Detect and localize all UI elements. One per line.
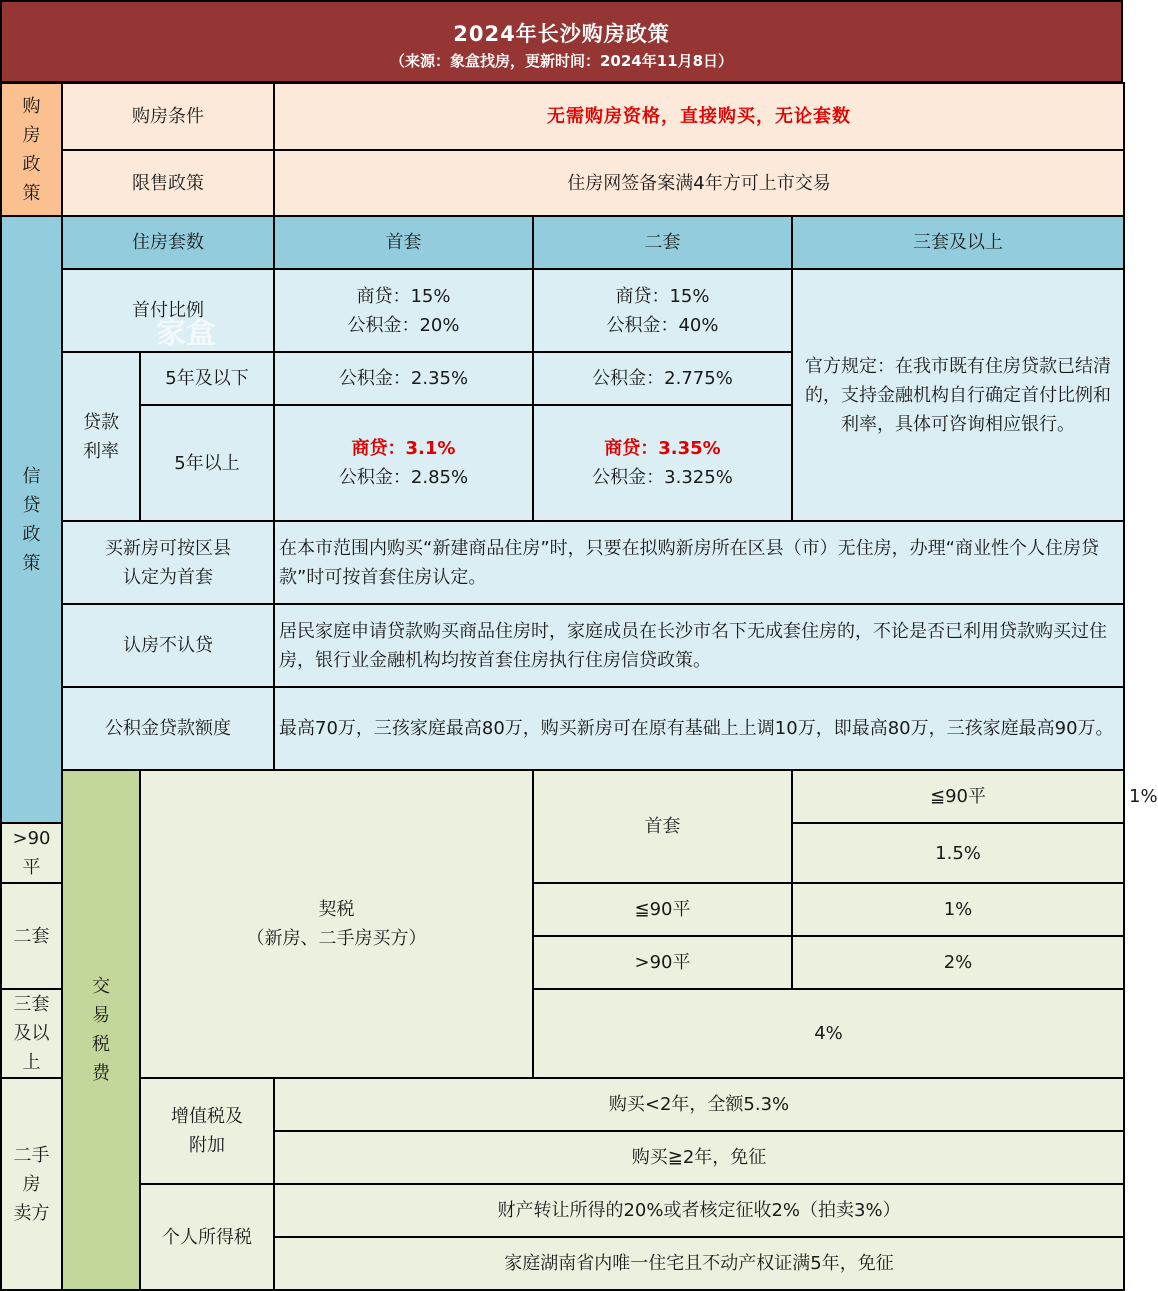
- deed-tax-label: 契税 （新房、二手房买方）: [140, 770, 533, 1078]
- new-house-label: 买新房可按区县 认定为首套: [62, 521, 274, 604]
- income-tax-row-2: 家庭湖南省内唯一住宅且不动产权证满5年，免征: [274, 1237, 1124, 1290]
- rate-short-label: 5年及以下: [140, 352, 274, 405]
- watermark-logo: 家盒: [156, 316, 216, 351]
- down-payment-first: 商贷：15% 公积金：20%: [274, 269, 533, 352]
- fund-limit-label: 公积金贷款额度: [62, 687, 274, 770]
- section-label-credit: 信 贷 政 策: [1, 216, 62, 823]
- condition-value: 无需购房资格，直接购买，无论套数: [274, 83, 1124, 150]
- vat-label: 增值税及 附加: [140, 1078, 274, 1184]
- deed-first-area-1: ≦90平: [792, 770, 1124, 823]
- rate-long-first: 商贷：3.1% 公积金：2.85%: [274, 405, 533, 521]
- restriction-label: 限售政策: [62, 150, 274, 216]
- rate-long-label: 5年以上: [140, 405, 274, 521]
- deed-second-rate-1: 1%: [792, 883, 1124, 936]
- restriction-value: 住房网签备案满4年方可上市交易: [274, 150, 1124, 216]
- recognize-value: 居民家庭申请贷款购买商品住房时，家庭成员在长沙市名下无成套住房的，不论是否已利用贷款购买过住房，银行业金融机构均按首套住房执行住房信贷政策。: [274, 604, 1124, 687]
- col-header-count: 住房套数: [62, 216, 274, 269]
- page-subtitle: （来源：象盒找房，更新时间：2024年11月8日）: [389, 52, 734, 70]
- col-header-third: 三套及以上: [792, 216, 1124, 269]
- deed-second-area-1: ≦90平: [533, 883, 792, 936]
- title-bar: [0, 0, 1123, 83]
- vat-row-2: 购买≧2年，免征: [274, 1131, 1124, 1184]
- deed-first-rate-2: 1.5%: [792, 823, 1124, 883]
- income-tax-label: 个人所得税: [140, 1184, 274, 1290]
- rate-long-second: 商贷：3.35% 公积金：3.325%: [533, 405, 792, 521]
- deed-second-area-2: >90平: [533, 936, 792, 989]
- new-house-value: 在本市范围内购买“新建商品住房”时，只要在拟购新房所在区县（市）无住房，办理“商业性个人住房贷款”时可按首套住房认定。: [274, 521, 1124, 604]
- seller-label: 二手房 卖方: [1, 1078, 62, 1290]
- policy-table: 购 房 政 策 购房条件 无需购房资格，直接购买，无论套数 限售政策 住房网签备案满4年方可上市交易 信 贷 政 策 住房套数 首套 二套 三套及以上 首付比例 商贷：15% 公积金：20% 商贷：15% 公积金：40% 官方规定：在我市既有住房贷款已结清的，支持金融机构自行确定首付比例和利率，具体可咨询相应银行。 贷款 利率 5年及以下 公积金：2.35% 公积金：2.775% 5年以上 商贷：3.1% 公积金：2.85% 商贷：3.35% 公积金：3.325% 买新房可按区县 认定为首套 在本市范围内购买“新建商品住房”时，只要在拟购新房所在区县（市）无住房，办理“商业性个人住房贷款”时可按首套住房认定。 认房不认贷 居民家庭申请贷款购买商品住房时，家庭成员在长沙市名下无成套住房的，不论是否已利用贷款购买过住房，银行业金融机构均按首套住房执行住房信贷政策。 公积金贷款额度 最高70万，三孩家庭最高80万，购买新房可在原有基础上上调10万，即最高80万，三孩家庭最高90万。 交 易 税 费 契税 （新房、二手房买方） 首套 ≦90平 1% >90平 1.5% 二套 ≦90平 1% >90平 2% 三套及以上 4% 二手房 卖方 增值税及 附加 购买<2年，全额5.3% 购买≧2年，免征 个人所得税 财产转让所得的20%或者核定征收2%（拍卖3%） 家庭湖南省内唯一住宅且不动产权证满5年，免征: [0, 82, 1125, 1291]
- page-title: 2024年长沙购房政策: [453, 22, 670, 46]
- down-payment-label: 首付比例: [62, 269, 274, 352]
- rate-short-first: 公积金：2.35%: [274, 352, 533, 405]
- col-header-first: 首套: [274, 216, 533, 269]
- deed-first-label: 首套: [533, 770, 792, 883]
- deed-third-label: 三套及以上: [1, 989, 62, 1078]
- down-payment-second: 商贷：15% 公积金：40%: [533, 269, 792, 352]
- deed-second-label: 二套: [1, 883, 62, 989]
- deed-first-area-2: >90平: [1, 823, 62, 883]
- vat-row-1: 购买<2年，全额5.3%: [274, 1078, 1124, 1131]
- fund-limit-value: 最高70万，三孩家庭最高80万，购买新房可在原有基础上上调10万，即最高80万，三孩家庭最高90万。: [274, 687, 1124, 770]
- section-label-tax: 交 易 税 费: [62, 770, 140, 1290]
- recognize-label: 认房不认贷: [62, 604, 274, 687]
- col-header-second: 二套: [533, 216, 792, 269]
- section-label-purchase: 购 房 政 策: [1, 83, 62, 216]
- deed-second-rate-2: 2%: [792, 936, 1124, 989]
- loan-rate-label: 贷款 利率: [62, 352, 140, 521]
- income-tax-row-1: 财产转让所得的20%或者核定征收2%（拍卖3%）: [274, 1184, 1124, 1237]
- condition-label: 购房条件: [62, 83, 274, 150]
- deed-third-rate: 4%: [533, 989, 1124, 1078]
- third-home-note: 官方规定：在我市既有住房贷款已结清的，支持金融机构自行确定首付比例和利率，具体可咨询相应银行。: [792, 269, 1124, 521]
- rate-short-second: 公积金：2.775%: [533, 352, 792, 405]
